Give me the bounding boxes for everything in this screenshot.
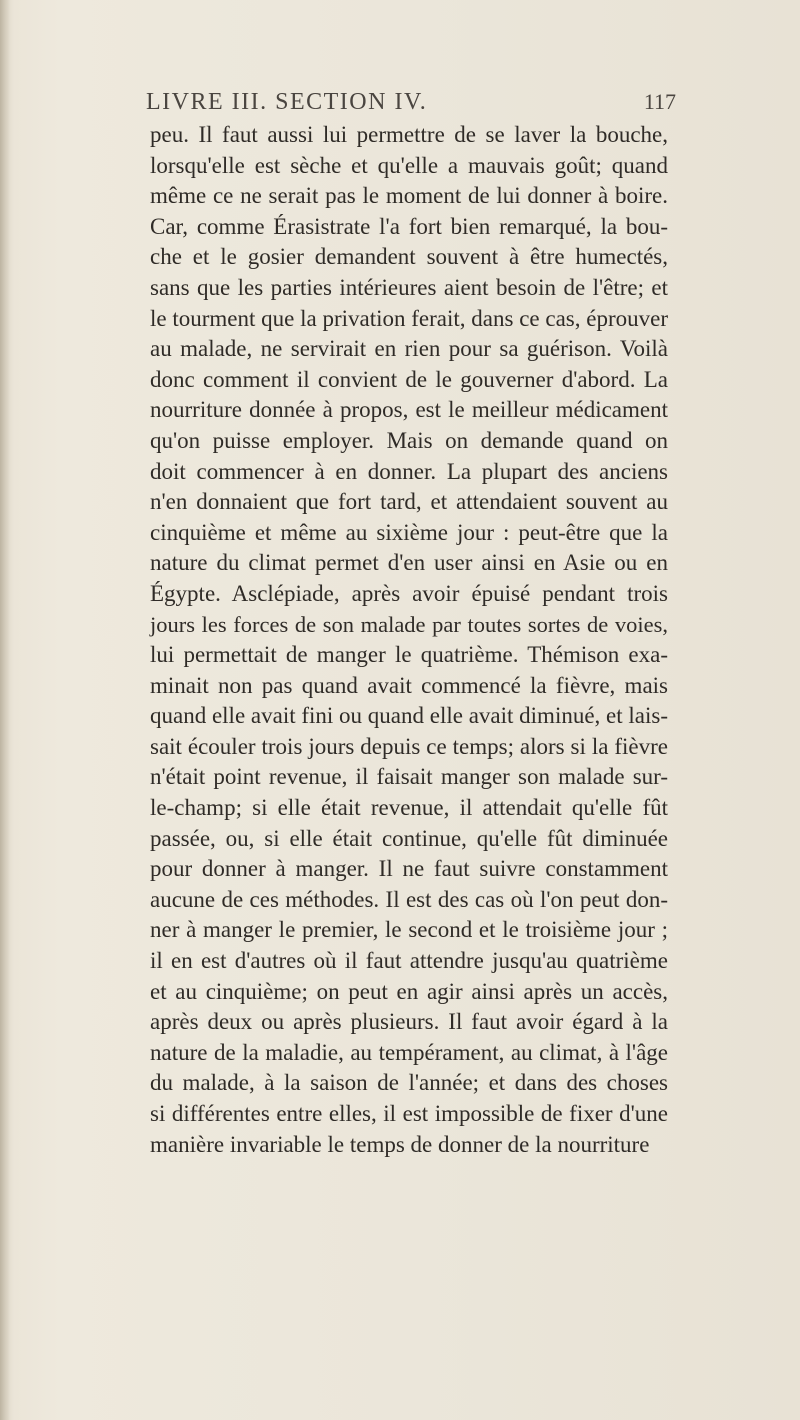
text-line: au malade, ne servirait en rien pour sa guérison. Voilà — [150, 336, 668, 362]
text-line: che et le gosier demandent souvent à être humectés, — [150, 244, 668, 270]
text-line: donc comment il convient de le gouverner d'abord. La — [150, 366, 668, 392]
text-line: n'en donnaient que fort tard, et attendaient souvent au — [150, 489, 668, 515]
text-line: minait non pas quand avait commencé la fièvre, mais — [150, 672, 668, 698]
text-line: aucune de ces méthodes. Il est des cas où l'on peut don- — [150, 886, 668, 912]
text-line: même ce ne serait pas le moment de lui donner à boire. — [150, 183, 668, 209]
text-line: le-champ; si elle était revenue, il attendait qu'elle fût — [150, 795, 668, 821]
text-line: nourriture donnée à propos, est le meilleur médicament — [150, 397, 668, 423]
page-number: 117 — [643, 89, 676, 114]
text-line: qu'on puisse employer. Mais on demande quand on — [150, 427, 668, 453]
text-line: passée, ou, si elle était continue, qu'elle fût diminuée — [150, 825, 668, 851]
text-line: il en est d'autres où il faut attendre jusqu'au quatrième — [150, 948, 668, 974]
text-line: sans que les parties intérieures aient besoin de l'être; et — [150, 274, 668, 300]
text-line: Car, comme Érasistrate l'a fort bien remarqué, la bou- — [150, 213, 668, 239]
text-line: lorsqu'elle est sèche et qu'elle a mauvais goût; quand — [150, 152, 668, 178]
text-line: si différentes entre elles, il est impossible de fixer d'une — [150, 1101, 668, 1126]
running-head — [146, 89, 676, 119]
text-line: peu. Il faut aussi lui permettre de se laver la bouche, — [150, 122, 668, 147]
text-line: et au cinquième; on peut en agir ainsi après un accès, — [150, 978, 668, 1004]
text-line: nature de la maladie, au tempérament, au climat, à l'âge — [150, 1039, 668, 1065]
spine-shadow — [0, 0, 10, 1420]
text-line: après deux ou après plusieurs. Il faut avoir égard à la — [150, 1009, 668, 1035]
text-line: Égypte. Asclépiade, après avoir épuisé pendant trois — [150, 580, 668, 606]
body-text — [150, 120, 668, 1160]
text-line: doit commencer à en donner. La plupart des anciens — [150, 458, 668, 484]
text-line: du malade, à la saison de l'année; et dans des choses — [150, 1070, 668, 1096]
text-line: pour donner à manger. Il ne faut suivre constamment — [150, 856, 668, 882]
text-line: le tourment que la privation ferait, dans ce cas, éprouver — [150, 305, 668, 331]
text-line: lui permettait de manger le quatrième. Thémison exa- — [150, 642, 668, 668]
text-line: sait écouler trois jours depuis ce temps; alors si la fièvre — [150, 733, 668, 759]
running-title: LIVRE III. SECTION IV. — [146, 89, 428, 115]
text-line: n'était point revenue, il faisait manger son malade sur- — [150, 764, 668, 790]
text-line: cinquième et même au sixième jour : peut-être que la — [150, 519, 668, 545]
text-line: quand elle avait fini ou quand elle avait diminué, et lais- — [150, 703, 668, 729]
text-line: manière invariable le temps de donner de la nourriture — [150, 1131, 650, 1157]
text-line: jours les forces de son malade par toutes sortes de voies, — [150, 611, 668, 637]
text-line: nature du climat permet d'en user ainsi en Asie ou en — [150, 550, 668, 576]
text-line: ner à manger le premier, le second et le troisième jour ; — [150, 917, 668, 943]
